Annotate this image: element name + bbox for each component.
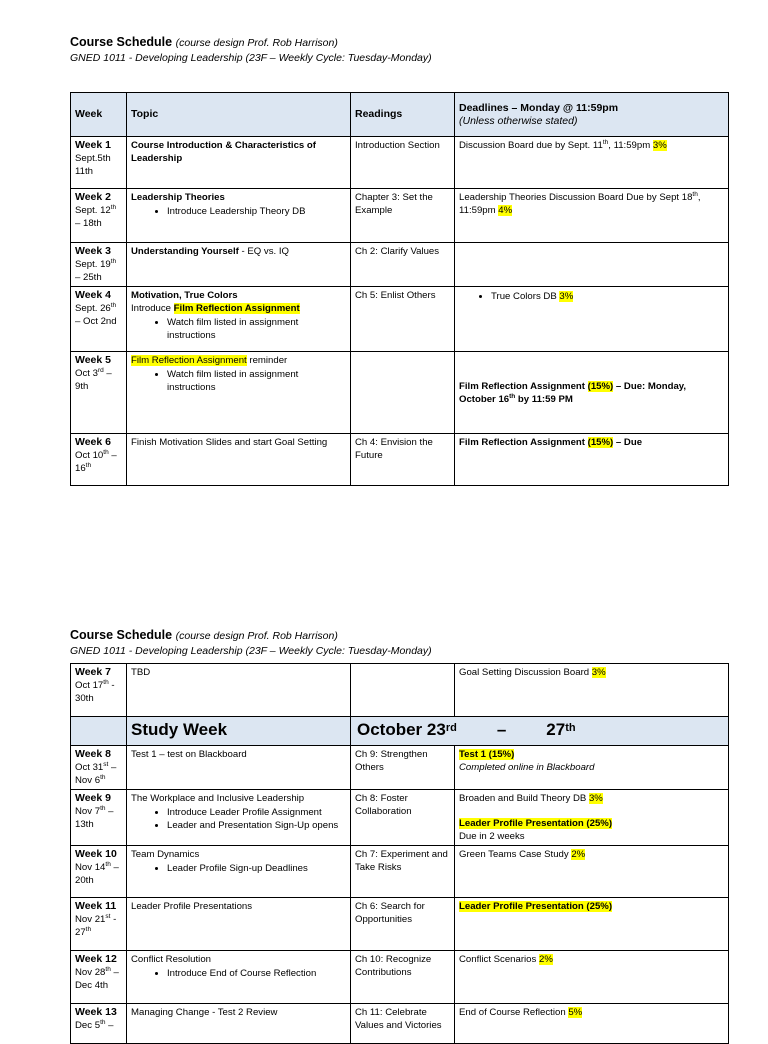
- table-row: Week 9 Nov 7th – 13th The Workplace and Inclusive Leadership • Introduce Leader Profile Assignment • Leader and Presentation Sign-Up opens Ch 8: Foster Collaboration Broaden and Build Theory DB 3% Leader Profile Presentation (25%) Due in 2 weeks: [71, 790, 729, 846]
- header-deadlines: Deadlines – Monday @ 11:59pm (Unless otherwise stated): [455, 93, 729, 137]
- table-row: Week 12 Nov 28th – Dec 4th Conflict Resolution • Introduce End of Course Reflection Ch 10: Recognize Contributions Conflict Scenarios 2%: [71, 951, 729, 1004]
- study-week-row: Study Week October 23rd – 27th: [71, 717, 729, 746]
- table-row: Week 11 Nov 21st - 27th Leader Profile Presentations Ch 6: Search for Opportunities Leader Profile Presentation (25%): [71, 898, 729, 951]
- table-row: Week 4 Sept. 26th – Oct 2nd Motivation, True Colors Introduce Film Reflection Assignment • Watch film listed in assignment instructions Ch 5: Enlist Others • True Colors DB 3%: [71, 287, 729, 352]
- page1-header: [70, 35, 432, 64]
- schedule-table-1: [70, 92, 729, 486]
- table-row: Week 3 Sept. 19th – 25th Understanding Yourself - EQ vs. IQ Ch 2: Clarify Values: [71, 243, 729, 287]
- page1-title-note: (course design Prof. Rob Harrison): [175, 37, 338, 49]
- table-row: Week 5 Oct 3rd – 9th Film Reflection Assignment reminder • Watch film listed in assignment instructions Film Reflection Assignment (15%) – Due: Monday, October 16th by 11:59 PM: [71, 352, 729, 434]
- schedule-table-2: [70, 663, 729, 1044]
- table-row: Week 10 Nov 14th – 20th Team Dynamics • Leader Profile Sign-up Deadlines Ch 7: Experiment and Take Risks Green Teams Case Study 2%: [71, 846, 729, 898]
- header-week: Week: [71, 93, 127, 137]
- table-row: Week 2 Sept. 12th – 18th Leadership Theories • Introduce Leadership Theory DB Chapter 3: Set the Example Leadership Theories Discussion Board Due by Sept 18th, 11:59pm 4%: [71, 189, 729, 243]
- page2-subtitle: GNED 1011 - Developing Leadership (23F – Weekly Cycle: Tuesday-Monday): [70, 645, 432, 657]
- table-row: Week 7 Oct 17th - 30th TBD Goal Setting Discussion Board 3%: [71, 664, 729, 717]
- page2-title: Course Schedule: [70, 628, 173, 642]
- page2-title-note: (course design Prof. Rob Harrison): [175, 630, 338, 642]
- table-header-row: [71, 93, 729, 137]
- page1-title: Course Schedule: [70, 35, 173, 49]
- page1-subtitle: GNED 1011 - Developing Leadership (23F – Weekly Cycle: Tuesday-Monday): [70, 52, 432, 64]
- table-row: Week 8 Oct 31st – Nov 6th Test 1 – test on Blackboard Ch 9: Strengthen Others Test 1 (15%) Completed online in Blackboard: [71, 746, 729, 790]
- table-row: Week 6 Oct 10th – 16th Finish Motivation Slides and start Goal Setting Ch 4: Envision the Future Film Reflection Assignment (15%) – Due: [71, 434, 729, 486]
- page2-header: [70, 628, 432, 657]
- table-row: Week 13 Dec 5th – Managing Change - Test 2 Review Ch 11: Celebrate Values and Victories End of Course Reflection 5%: [71, 1004, 729, 1044]
- header-topic: Topic: [127, 93, 351, 137]
- table-row: Week 1 Sept.5th 11th Course Introduction & Characteristics of Leadership Introduction Section Discussion Board due by Sept. 11th, 11:59pm 3%: [71, 137, 729, 189]
- header-readings: Readings: [351, 93, 455, 137]
